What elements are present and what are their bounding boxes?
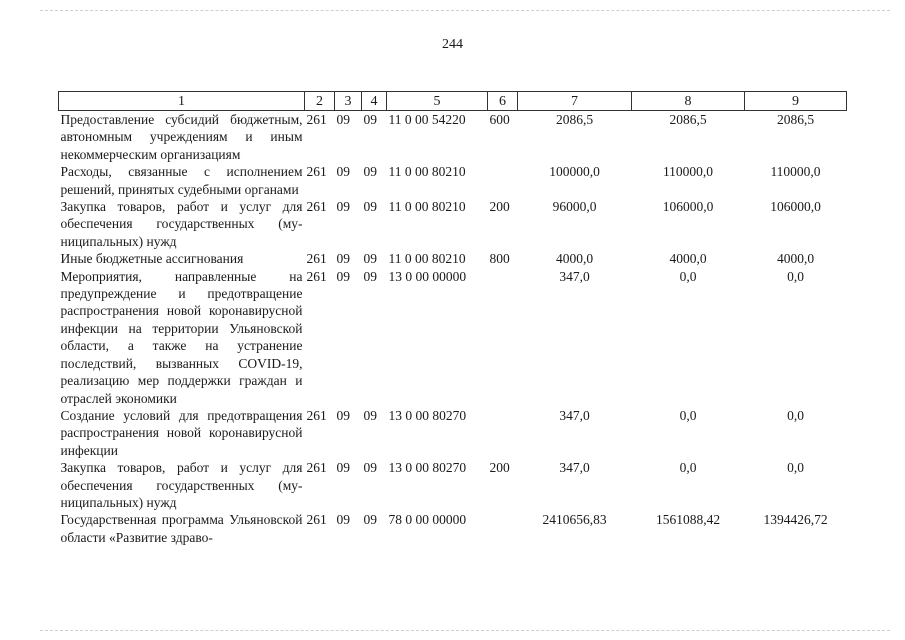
row-cell-col-3: 09 [336, 112, 350, 127]
row-name-cell: Иные бюджетные ассигнования [60, 251, 244, 267]
row-cell-col-9: 0,0 [787, 268, 804, 284]
row-cell-col-6 [488, 511, 518, 546]
row-cell-col-8: 0,0 [679, 460, 697, 476]
row-cell-col-6 [488, 268, 518, 407]
row-name-cell: Расходы, связанные с исполнением решений, принятых судебными органами [60, 164, 303, 197]
row-cell-col-6: 600 [489, 112, 510, 127]
row-cell-col-7: 2410656,83 [542, 512, 607, 528]
row-cell-col-6: 800 [489, 251, 510, 267]
row-cell-col-7: 347,0 [559, 407, 590, 423]
row-cell-col-8: 0,0 [679, 407, 697, 423]
scan-artifact-line [40, 630, 890, 631]
budget-table [58, 91, 847, 546]
row-cell-col-6: 200 [489, 460, 510, 476]
row-cell-col-5: 11 0 00 54220 [388, 112, 466, 127]
row-cell-col-6 [488, 163, 518, 198]
row-cell-col-9: 4000,0 [776, 251, 815, 267]
row-cell-col-2: 261 [306, 268, 327, 284]
header-col-4: 4 [362, 92, 387, 111]
row-cell-col-9: 106000,0 [770, 199, 821, 215]
header-col-3: 3 [335, 92, 362, 111]
row-cell-col-7: 347,0 [559, 460, 590, 476]
row-cell-col-7: 100000,0 [549, 164, 600, 180]
row-cell-col-7: 347,0 [559, 268, 590, 284]
row-cell-col-3: 09 [336, 268, 350, 284]
row-cell-col-4: 09 [363, 512, 377, 528]
row-name-cell: Закупка товаров, работ и услуг для обеспечения государственных (муниципальных) нужд [60, 199, 303, 249]
row-name-cell: Мероприятия, направленные на предупреждение и предотвращение распространения новой коронавирусной инфекции на территории Ульяновской области, а также на устранение последствий, вызванных COVID-19, реализацию мер поддержки граждан и отраслей экономики [60, 268, 303, 406]
header-col-2: 2 [305, 92, 335, 111]
row-cell-col-8: 110000,0 [662, 164, 714, 180]
row-name-cell: Предоставление субсидий бюджетным, автономным учреждениям и иным некоммерческим организациям [60, 112, 303, 162]
row-cell-col-3: 09 [336, 407, 350, 423]
row-cell-col-7: 96000,0 [552, 199, 597, 215]
row-cell-col-5: 13 0 00 00000 [388, 268, 467, 284]
row-cell-col-3: 09 [336, 251, 350, 267]
row-cell-col-6 [488, 407, 518, 459]
row-cell-col-4: 09 [363, 199, 377, 215]
row-cell-col-9: 2086,5 [776, 112, 815, 127]
row-cell-col-2: 261 [306, 199, 327, 215]
row-cell-col-2: 261 [306, 512, 327, 528]
row-cell-col-3: 09 [336, 460, 350, 476]
page-number: 244 [442, 37, 463, 52]
row-cell-col-9: 0,0 [787, 407, 804, 423]
row-cell-col-9: 0,0 [787, 460, 804, 476]
row-cell-col-8: 106000,0 [662, 199, 714, 215]
table-row [59, 198, 847, 250]
table-row [59, 111, 847, 164]
header-col-9: 9 [745, 92, 847, 111]
row-cell-col-5: 11 0 00 80210 [388, 251, 466, 267]
row-cell-col-6: 200 [489, 199, 510, 215]
header-col-7: 7 [518, 92, 632, 111]
row-cell-col-5: 78 0 00 00000 [388, 512, 467, 528]
row-cell-col-2: 261 [306, 112, 327, 127]
row-cell-col-8: 0,0 [679, 268, 697, 284]
table-row [59, 163, 847, 198]
row-cell-col-7: 4000,0 [555, 251, 594, 267]
row-cell-col-5: 13 0 00 80270 [388, 407, 467, 423]
row-cell-col-3: 09 [336, 164, 350, 180]
row-cell-col-4: 09 [363, 407, 377, 423]
table-row [59, 250, 847, 267]
table-row [59, 268, 847, 407]
row-cell-col-9: 110000,0 [770, 164, 821, 180]
row-cell-col-4: 09 [363, 268, 377, 284]
header-col-1: 1 [59, 92, 305, 111]
row-cell-col-4: 09 [363, 112, 377, 127]
row-cell-col-2: 261 [306, 407, 327, 423]
row-cell-col-5: 11 0 00 80210 [388, 199, 466, 215]
header-col-8: 8 [632, 92, 745, 111]
row-cell-col-5: 11 0 00 80210 [388, 164, 466, 180]
row-cell-col-4: 09 [363, 251, 377, 267]
header-col-5: 5 [387, 92, 488, 111]
row-cell-col-8: 2086,5 [669, 112, 707, 127]
scan-artifact-line [40, 10, 890, 11]
row-cell-col-2: 261 [306, 251, 327, 267]
row-cell-col-3: 09 [336, 512, 350, 528]
row-cell-col-9: 1394426,72 [763, 512, 828, 528]
row-cell-col-2: 261 [306, 460, 327, 476]
row-cell-col-8: 4000,0 [669, 251, 707, 267]
table-row [59, 459, 847, 511]
row-cell-col-7: 2086,5 [555, 112, 594, 127]
row-name-cell: Закупка товаров, работ и услуг для обеспечения государственных (муниципальных) нужд [60, 460, 303, 510]
row-cell-col-8: 1561088,42 [655, 512, 721, 528]
table-row [59, 407, 847, 459]
row-cell-col-5: 13 0 00 80270 [388, 460, 467, 476]
row-name-cell: Создание условий для предотвращения распространения новой коронавирусной инфекции [60, 407, 303, 458]
table-row [59, 511, 847, 546]
header-row [59, 92, 847, 111]
header-col-6: 6 [488, 92, 518, 111]
row-cell-col-4: 09 [363, 460, 377, 476]
table-body [59, 111, 847, 547]
row-cell-col-4: 09 [363, 164, 377, 180]
row-cell-col-3: 09 [336, 199, 350, 215]
row-name-cell: Государственная программа Ульяновской области «Развитие здраво- [60, 512, 303, 545]
row-cell-col-2: 261 [306, 164, 327, 180]
